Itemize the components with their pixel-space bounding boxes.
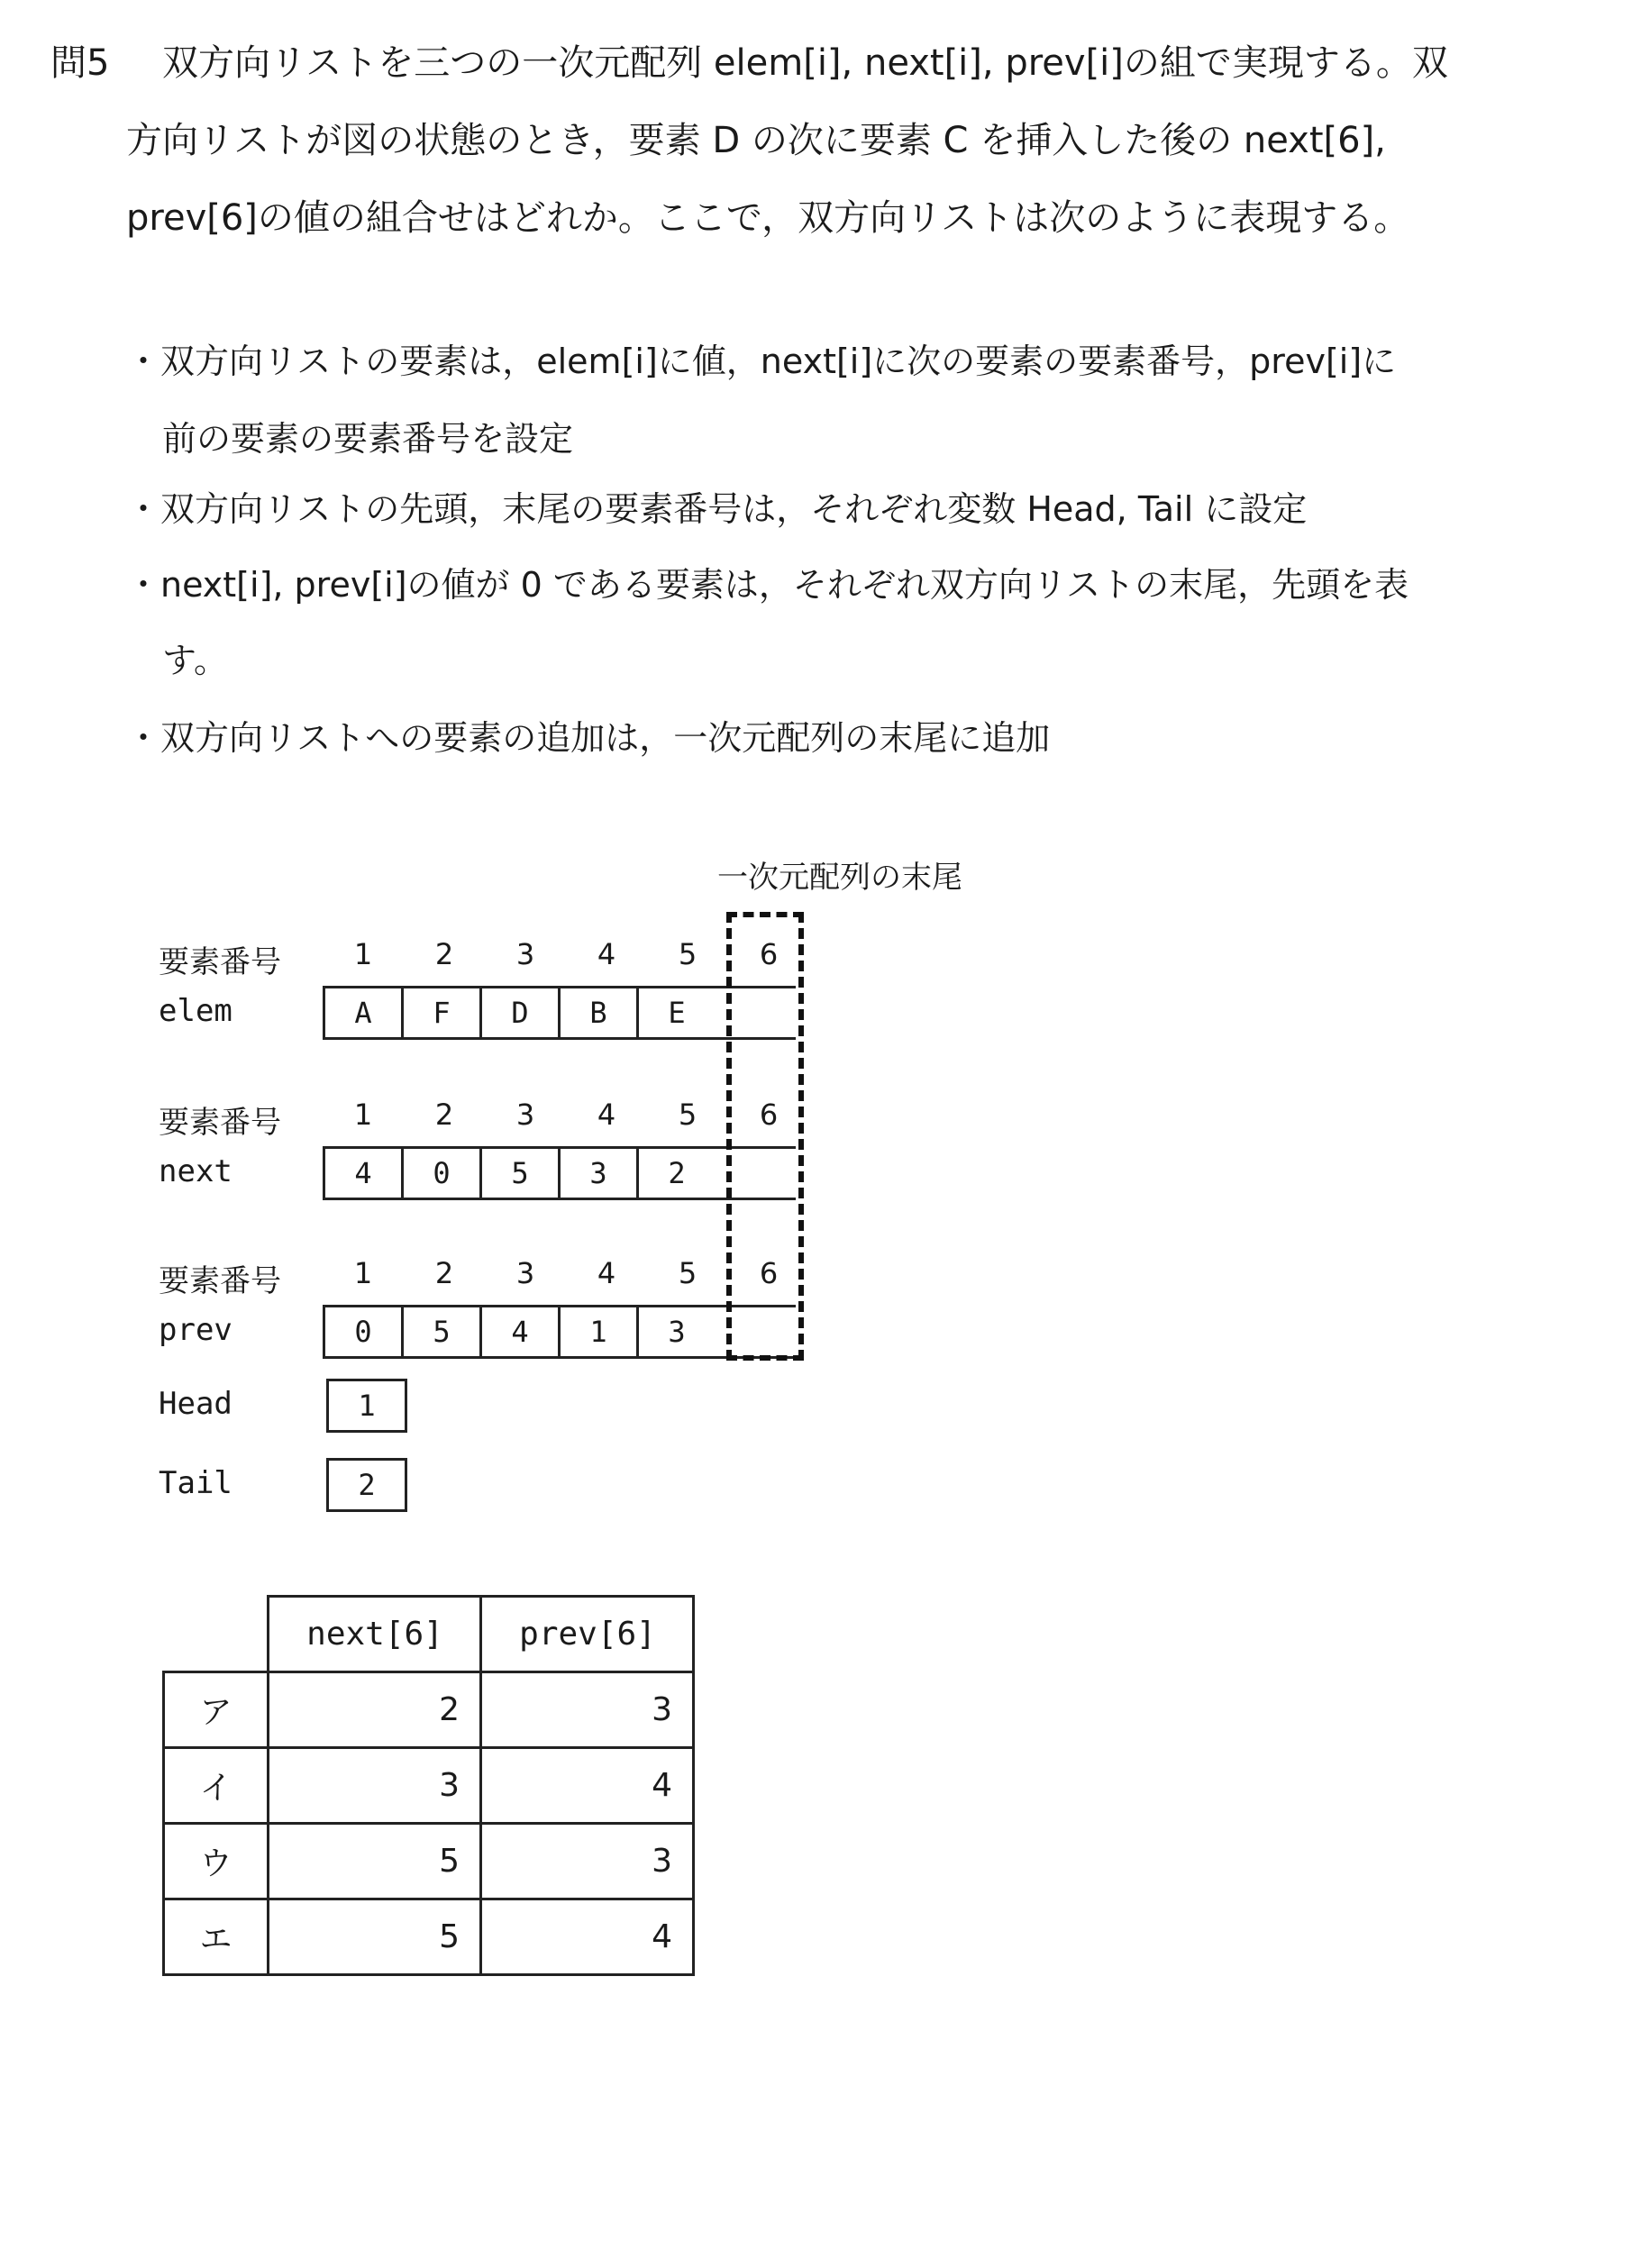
array-tail-label: 一次元配列の末尾 [717, 860, 962, 896]
answer-choices-table [162, 1595, 695, 1976]
index-number: 3 [515, 937, 535, 971]
prev-cell: 4 [479, 1305, 561, 1359]
elem-cell: B [558, 986, 639, 1040]
next-cell: 5 [479, 1146, 561, 1200]
header-prev6: prev[6] [481, 1597, 694, 1672]
question-line-2: 方向リストが図の状態のとき，要素 D の次に要素 C を挿入した後の next[6], [126, 120, 1386, 161]
elem-cell: F [401, 986, 482, 1040]
index-label: 要素番号 [159, 1263, 281, 1299]
header-next6: next[6] [269, 1597, 481, 1672]
choice-next6: 3 [269, 1748, 481, 1824]
prev-cell: 3 [636, 1305, 717, 1359]
next-cell: 0 [401, 1146, 482, 1200]
index-number: 2 [434, 1256, 454, 1290]
choice-label: ア [164, 1672, 269, 1748]
choice-next6: 5 [269, 1824, 481, 1899]
index-number: 4 [597, 1098, 616, 1132]
prev-cell: 1 [558, 1305, 639, 1359]
question-number: 問5 [50, 42, 110, 84]
choice-prev6: 4 [481, 1899, 694, 1975]
array-name-elem: elem [159, 993, 232, 1029]
index-number: 6 [759, 937, 779, 971]
choice-label: ウ [164, 1824, 269, 1899]
choice-label: エ [164, 1899, 269, 1975]
next-cell: 4 [323, 1146, 404, 1200]
index-number: 5 [678, 1256, 697, 1290]
tail-label: Tail [159, 1465, 232, 1501]
choice-prev6: 3 [481, 1672, 694, 1748]
head-label: Head [159, 1386, 232, 1422]
index-number: 1 [353, 937, 373, 971]
choice-prev6: 3 [481, 1824, 694, 1899]
elem-cell: E [636, 986, 717, 1040]
array-tail-dashed-box [726, 912, 804, 1361]
choice-prev6: 4 [481, 1748, 694, 1824]
question-text-1: 双方向リストを三つの一次元配列 elem[i], next[i], prev[i]の組で実現する。双 [162, 42, 1448, 84]
index-label: 要素番号 [159, 1105, 281, 1141]
answer-row-u[interactable] [164, 1824, 694, 1899]
answer-header-row [164, 1597, 694, 1672]
bullet-zero-value-cont: す。 [162, 641, 228, 680]
index-label: 要素番号 [159, 944, 281, 980]
answer-row-e[interactable] [164, 1899, 694, 1975]
array-name-next: next [159, 1153, 232, 1189]
question-line-1 [50, 41, 1448, 85]
head-value-box: 1 [326, 1379, 407, 1433]
table-corner [164, 1597, 269, 1672]
index-number: 2 [434, 1098, 454, 1132]
next-cell: 3 [558, 1146, 639, 1200]
index-number: 3 [515, 1256, 535, 1290]
elem-cell: D [479, 986, 561, 1040]
index-number: 3 [515, 1098, 535, 1132]
index-number: 6 [759, 1098, 779, 1132]
index-number: 1 [353, 1098, 373, 1132]
index-number: 6 [759, 1256, 779, 1290]
bullet-zero-value: ・next[i], prev[i]の値が 0 である要素は，それぞれ双方向リストの末尾，先頭を表 [126, 565, 1409, 605]
bullet-element-definition-cont: 前の要素の要素番号を設定 [162, 419, 574, 459]
index-number: 2 [434, 937, 454, 971]
index-number: 5 [678, 937, 697, 971]
next-cell: 2 [636, 1146, 717, 1200]
bullet-head-tail: ・双方向リストの先頭，末尾の要素番号は，それぞれ変数 Head, Tail に設定 [126, 489, 1308, 529]
tail-value-box: 2 [326, 1458, 407, 1512]
question-line-3: prev[6]の値の組合せはどれか。ここで，双方向リストは次のように表現する。 [126, 197, 1410, 239]
index-number: 5 [678, 1098, 697, 1132]
index-number: 4 [597, 937, 616, 971]
index-number: 4 [597, 1256, 616, 1290]
prev-cell: 5 [401, 1305, 482, 1359]
choice-label: イ [164, 1748, 269, 1824]
answer-row-i[interactable] [164, 1748, 694, 1824]
choice-next6: 2 [269, 1672, 481, 1748]
array-name-prev: prev [159, 1312, 232, 1348]
answer-row-a[interactable] [164, 1672, 694, 1748]
elem-cell: A [323, 986, 404, 1040]
bullet-append: ・双方向リストへの要素の追加は，一次元配列の末尾に追加 [126, 718, 1051, 758]
index-number: 1 [353, 1256, 373, 1290]
prev-cell: 0 [323, 1305, 404, 1359]
bullet-element-definition: ・双方向リストの要素は，elem[i]に値，next[i]に次の要素の要素番号，prev[i]に [126, 342, 1397, 381]
choice-next6: 5 [269, 1899, 481, 1975]
